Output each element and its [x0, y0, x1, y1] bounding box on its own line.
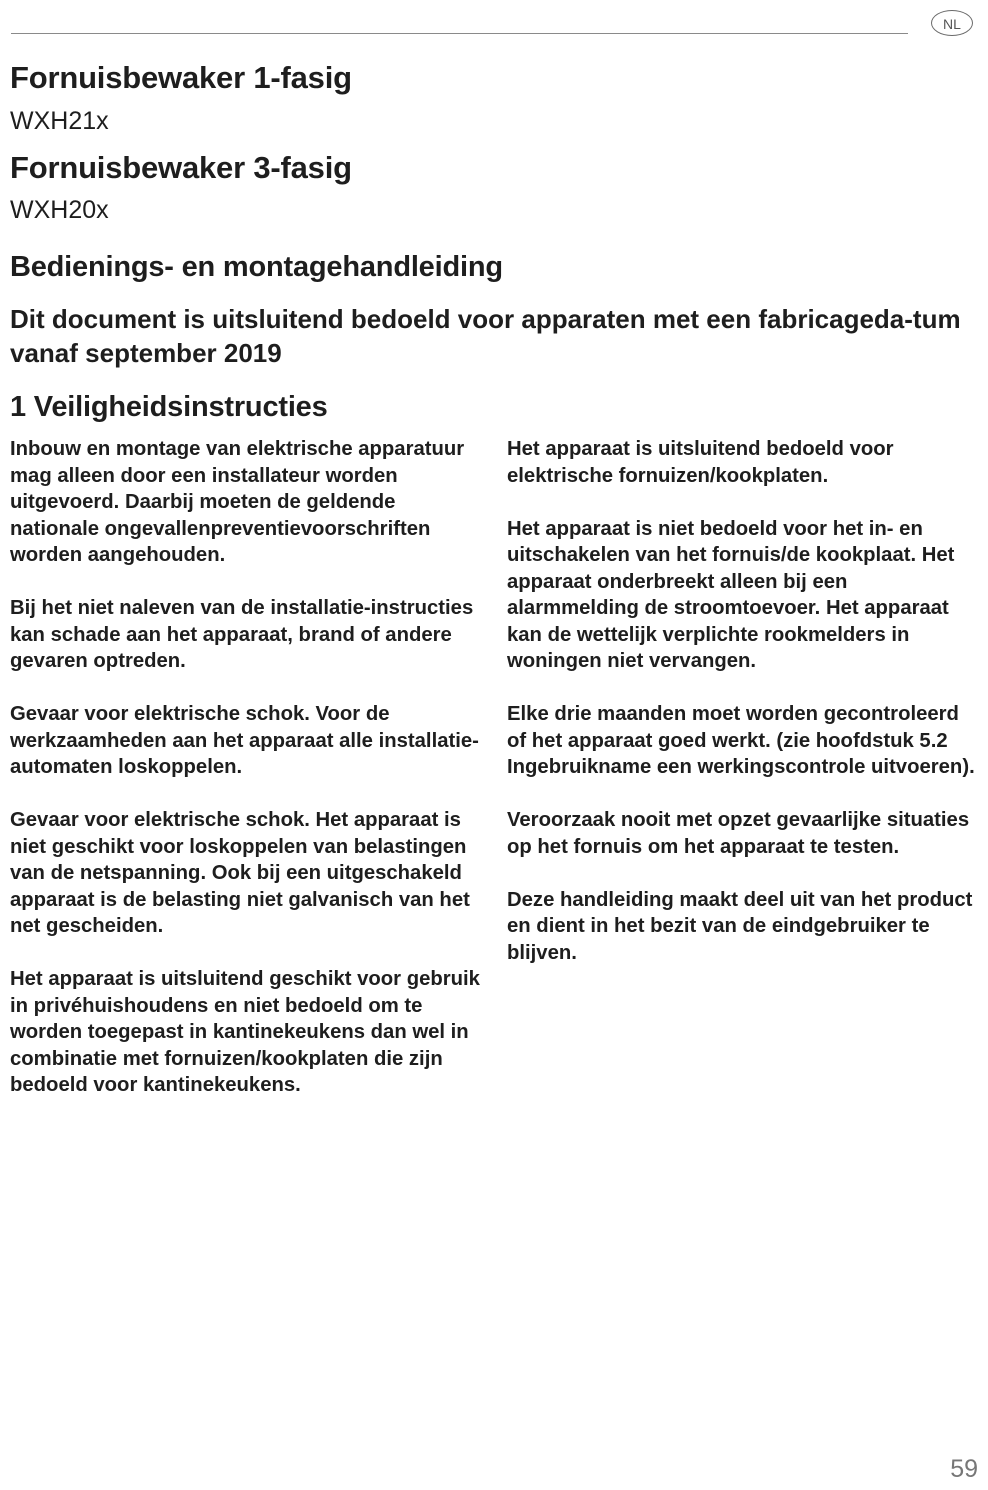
product-title-1-phase: Fornuisbewaker 1-fasig — [10, 60, 352, 95]
paragraph: Het apparaat is uitsluitend bedoeld voor elektrische fornuizen/kookplaten. — [507, 438, 894, 487]
paragraph: Inbouw en montage van elektrische apparatuur mag alleen door een installateur worden uitgevoerd. Daarbij moeten de geldende nationale ongevallenpreventievoorschriften worden aangehouden. — [10, 438, 465, 566]
paragraph: Elke drie maanden moet worden gecontroleerd of het apparaat goed werkt. (zie hoofdstuk 5.2 Ingebruikname een werkingscontrole uitvoeren). — [507, 703, 975, 778]
paragraph: Gevaar voor elektrische schok. Het apparaat is niet geschikt voor loskoppelen van belastingen van de netspanning. Ook bij een uitgeschakeld apparaat is de belasting niet galvanisch van het net gescheiden. — [10, 809, 470, 937]
left-column — [10, 436, 486, 1125]
model-number-3-phase: WXH20x — [10, 196, 109, 224]
page-number: 59 — [950, 1455, 978, 1483]
right-column — [507, 436, 982, 993]
section-heading: 1 Veiligheidsinstructies — [10, 391, 328, 423]
model-number-1-phase: WXH21x — [10, 107, 109, 135]
paragraph: Deze handleiding maakt deel uit van het product en dient in het bezit van de eindgebruiker te blijven. — [507, 888, 973, 964]
manual-title: Bedienings- en montagehandleiding — [10, 251, 503, 283]
paragraph: Bij het niet naleven van de installatie-instructies kan schade aan het apparaat, brand of andere gevaren optreden. — [10, 597, 474, 672]
language-badge: NL — [931, 10, 973, 36]
header-rule — [11, 33, 908, 34]
product-title-3-phase: Fornuisbewaker 3-fasig — [10, 150, 352, 185]
paragraph: Het apparaat is niet bedoeld voor het in- en uitschakelen van het fornuis/de kookplaat. Het apparaat onderbreekt alleen bij een alarmmelding de stroomtoevoer. Het apparaat kan de wettelijk verplichte rookmelders in woningen niet vervangen. — [507, 517, 955, 672]
paragraph: Gevaar voor elektrische schok. Voor de werkzaamheden aan het apparaat alle installatie-automaten loskoppelen. — [10, 703, 479, 778]
validity-notice: Dit document is uitsluitend bedoeld voor apparaten met een fabricageda-tum vanaf september 2019 — [10, 304, 961, 368]
paragraph: Veroorzaak nooit met opzet gevaarlijke situaties op het fornuis om het apparaat te testen. — [507, 809, 970, 858]
paragraph: Het apparaat is uitsluitend geschikt voor gebruik in privéhuishoudens en niet bedoeld om te worden toegepast in kantinekeukens dan wel in combinatie met fornuizen/kookplaten die zijn bedoeld voor kantinekeukens. — [10, 968, 480, 1096]
